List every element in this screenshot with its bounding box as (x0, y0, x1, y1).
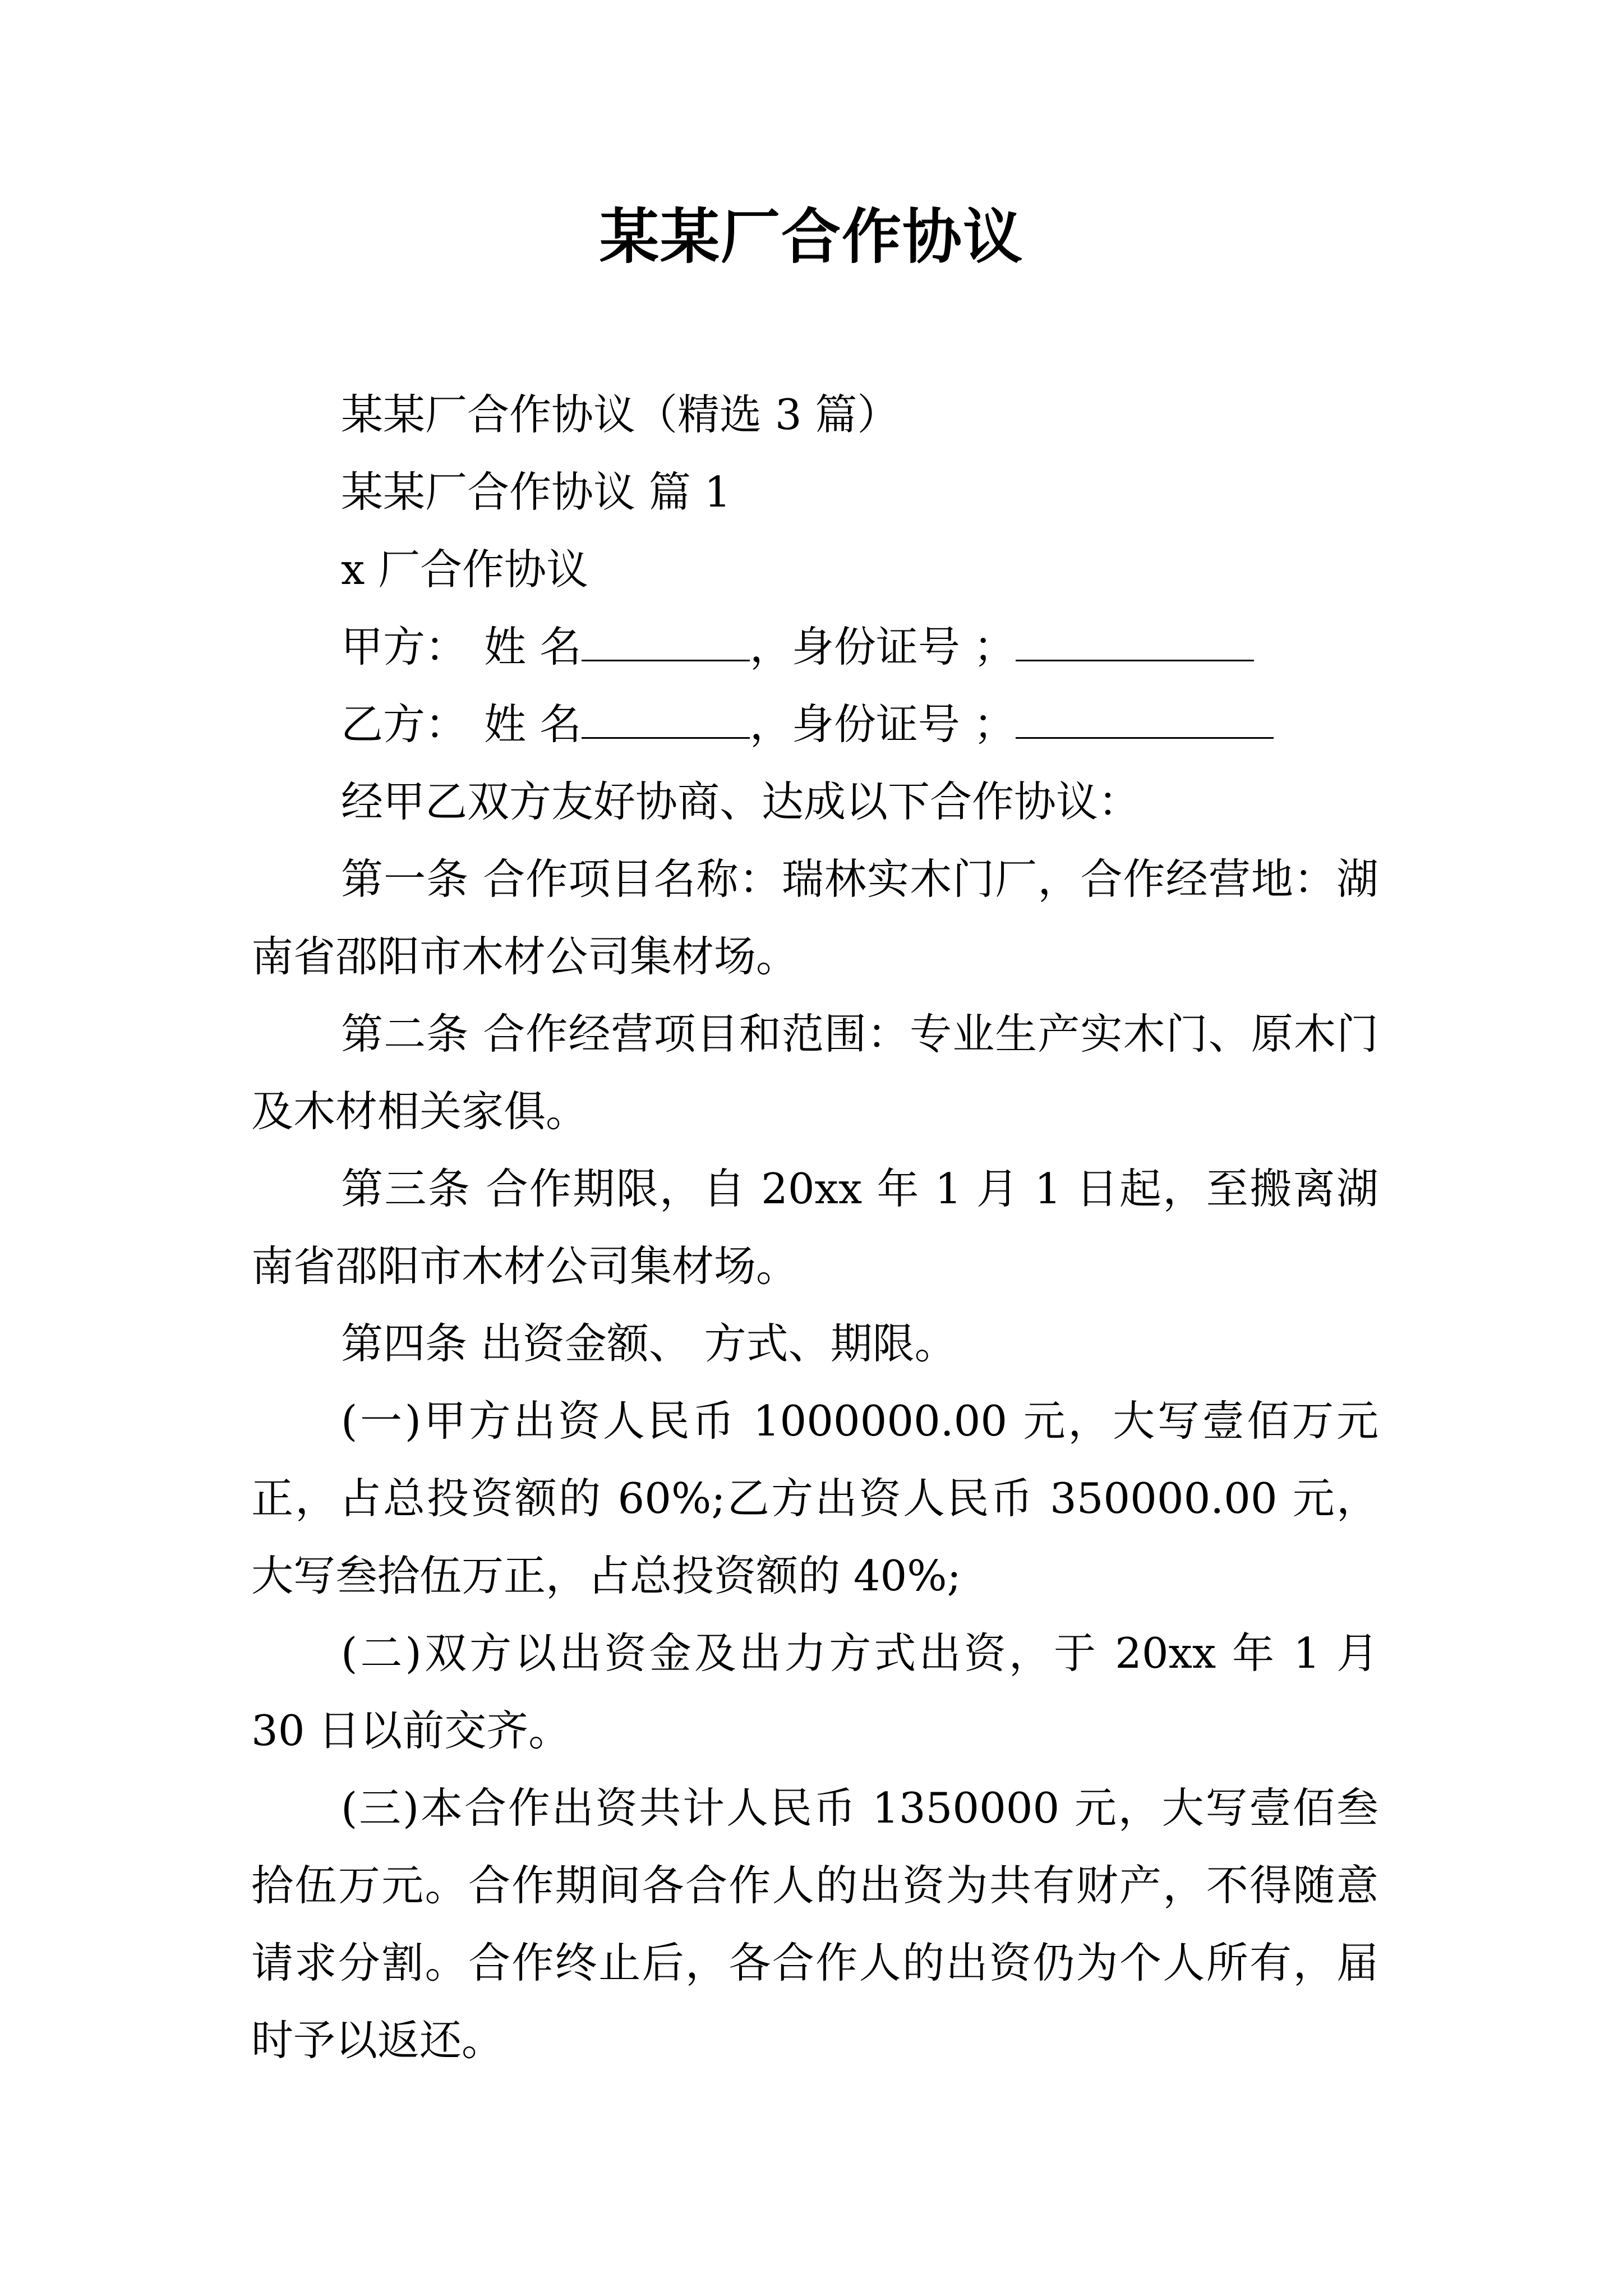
article-1: 第一条 合作项目名称：瑞林实木门厂，合作经营地：湖南省邵阳市木材公司集材场。 (251, 854, 1378, 981)
party-b-label: 乙方： (341, 700, 468, 749)
article-4-item-2: (二)双方以出资金及出力方式出资，于 20xx 年 1 月 30 日以前交齐。 (251, 1628, 1378, 1755)
article-4-item-1: (一)甲方出资人民币 1000000.00 元，大写壹佰万元正，占总投资额的 60%;乙方出资人民币 350000.00 元，大写叁拾伍万正，占总投资额的 40%; (251, 1396, 1378, 1600)
party-a-label: 甲方： (341, 622, 468, 671)
party-a-id-label: ，身份证号 ； (749, 622, 1016, 671)
article-2: 第二条 合作经营项目和范围：专业生产实木门、原木门及木材相关家俱。 (251, 1009, 1378, 1136)
article-3: 第三条 合作期限，自 20xx 年 1 月 1 日起，至搬离湖南省邵阳市木材公司集材场。 (251, 1164, 1378, 1291)
party-b-name-label: 姓 名 (484, 700, 582, 749)
party-b-id-blank (1016, 700, 1274, 739)
party-a-name-label: 姓 名 (484, 622, 582, 671)
intro-paragraph: 经甲乙双方友好协商、达成以下合作协议： (341, 777, 1141, 826)
party-a-id-blank (1016, 622, 1254, 662)
heading-line: x 厂合作协议 (341, 545, 589, 594)
party-a-name-blank (582, 622, 750, 662)
article-4-item-3: (三)本合作出资共计人民币 1350000 元，大写壹佰叁拾伍万元。合作期间各合作人的出资为共有财产，不得随意请求分割。合作终止后，各合作人的出资仍为个人所有，届时予以返还。 (251, 1783, 1378, 2065)
article-4: 第四条 出资金额、 方式、期限。 (341, 1319, 957, 1368)
part-line: 某某厂合作协议 篇 1 (341, 467, 731, 517)
party-b-name-blank (582, 700, 750, 739)
party-b-line (251, 685, 1378, 763)
subtitle-line: 某某厂合作协议（精选 3 篇） (341, 390, 900, 439)
document-title: 某某厂合作协议 (600, 201, 1023, 272)
document-body (251, 376, 1378, 2079)
party-a-line (251, 608, 1378, 685)
party-b-id-label: ，身份证号 ； (749, 700, 1016, 749)
